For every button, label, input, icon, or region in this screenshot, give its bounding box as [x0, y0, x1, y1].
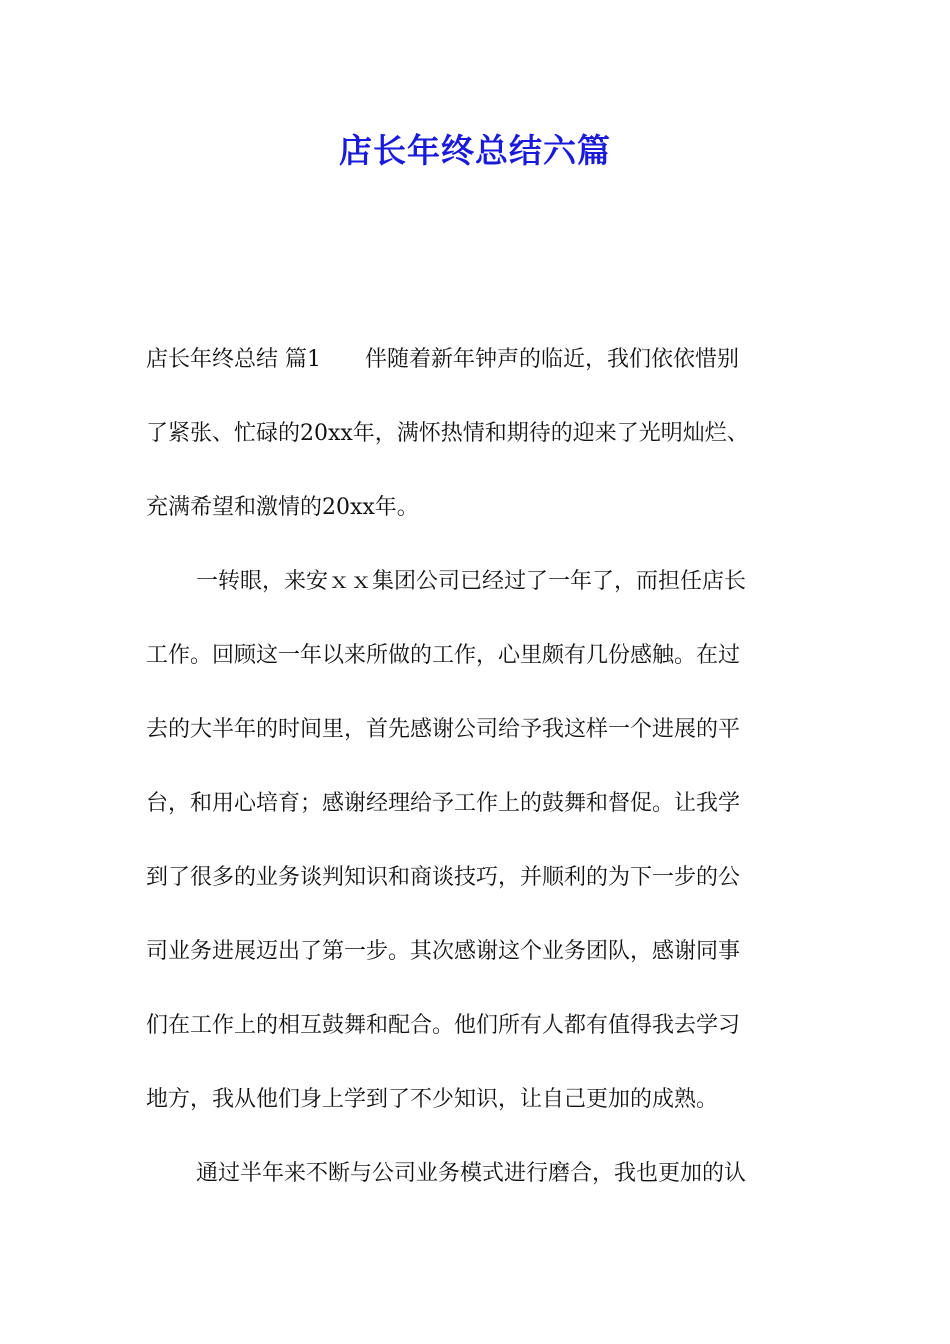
- body-line-2: 了紧张、忙碌的20xx年，满怀热情和期待的迎来了光明灿烂、: [146, 421, 749, 446]
- body-line-10: 们在工作上的相互鼓舞和配合。他们所有人都有值得我去学习: [146, 1013, 741, 1038]
- body-line-7: 台，和用心培育；感谢经理给予工作上的鼓舞和督促。让我学: [146, 791, 741, 816]
- body-line-12: 通过半年来不断与公司业务模式进行磨合，我也更加的认: [196, 1161, 747, 1186]
- body-line-11: 地方，我从他们身上学到了不少知识，让自己更加的成熟。: [146, 1087, 719, 1112]
- document-title: 店长年终总结六篇: [339, 131, 611, 170]
- body-line-8: 到了很多的业务谈判知识和商谈技巧，并顺利的为下一步的公: [146, 865, 741, 890]
- body-line-5: 工作。回顾这一年以来所做的工作，心里颇有几份感触。在过: [146, 643, 741, 668]
- body-line-1: 店长年终总结 篇1 伴随着新年钟声的临近，我们依依惜别: [146, 347, 739, 372]
- body-line-9: 司业务进展迈出了第一步。其次感谢这个业务团队，感谢同事: [146, 939, 741, 964]
- body-line-4: 一转眼，来安ｘｘ集团公司已经过了一年了，而担任店长: [196, 569, 747, 594]
- body-line-6: 去的大半年的时间里，首先感谢公司给予我这样一个进展的平: [146, 717, 741, 742]
- body-line-3: 充满希望和激情的20xx年。: [146, 495, 419, 520]
